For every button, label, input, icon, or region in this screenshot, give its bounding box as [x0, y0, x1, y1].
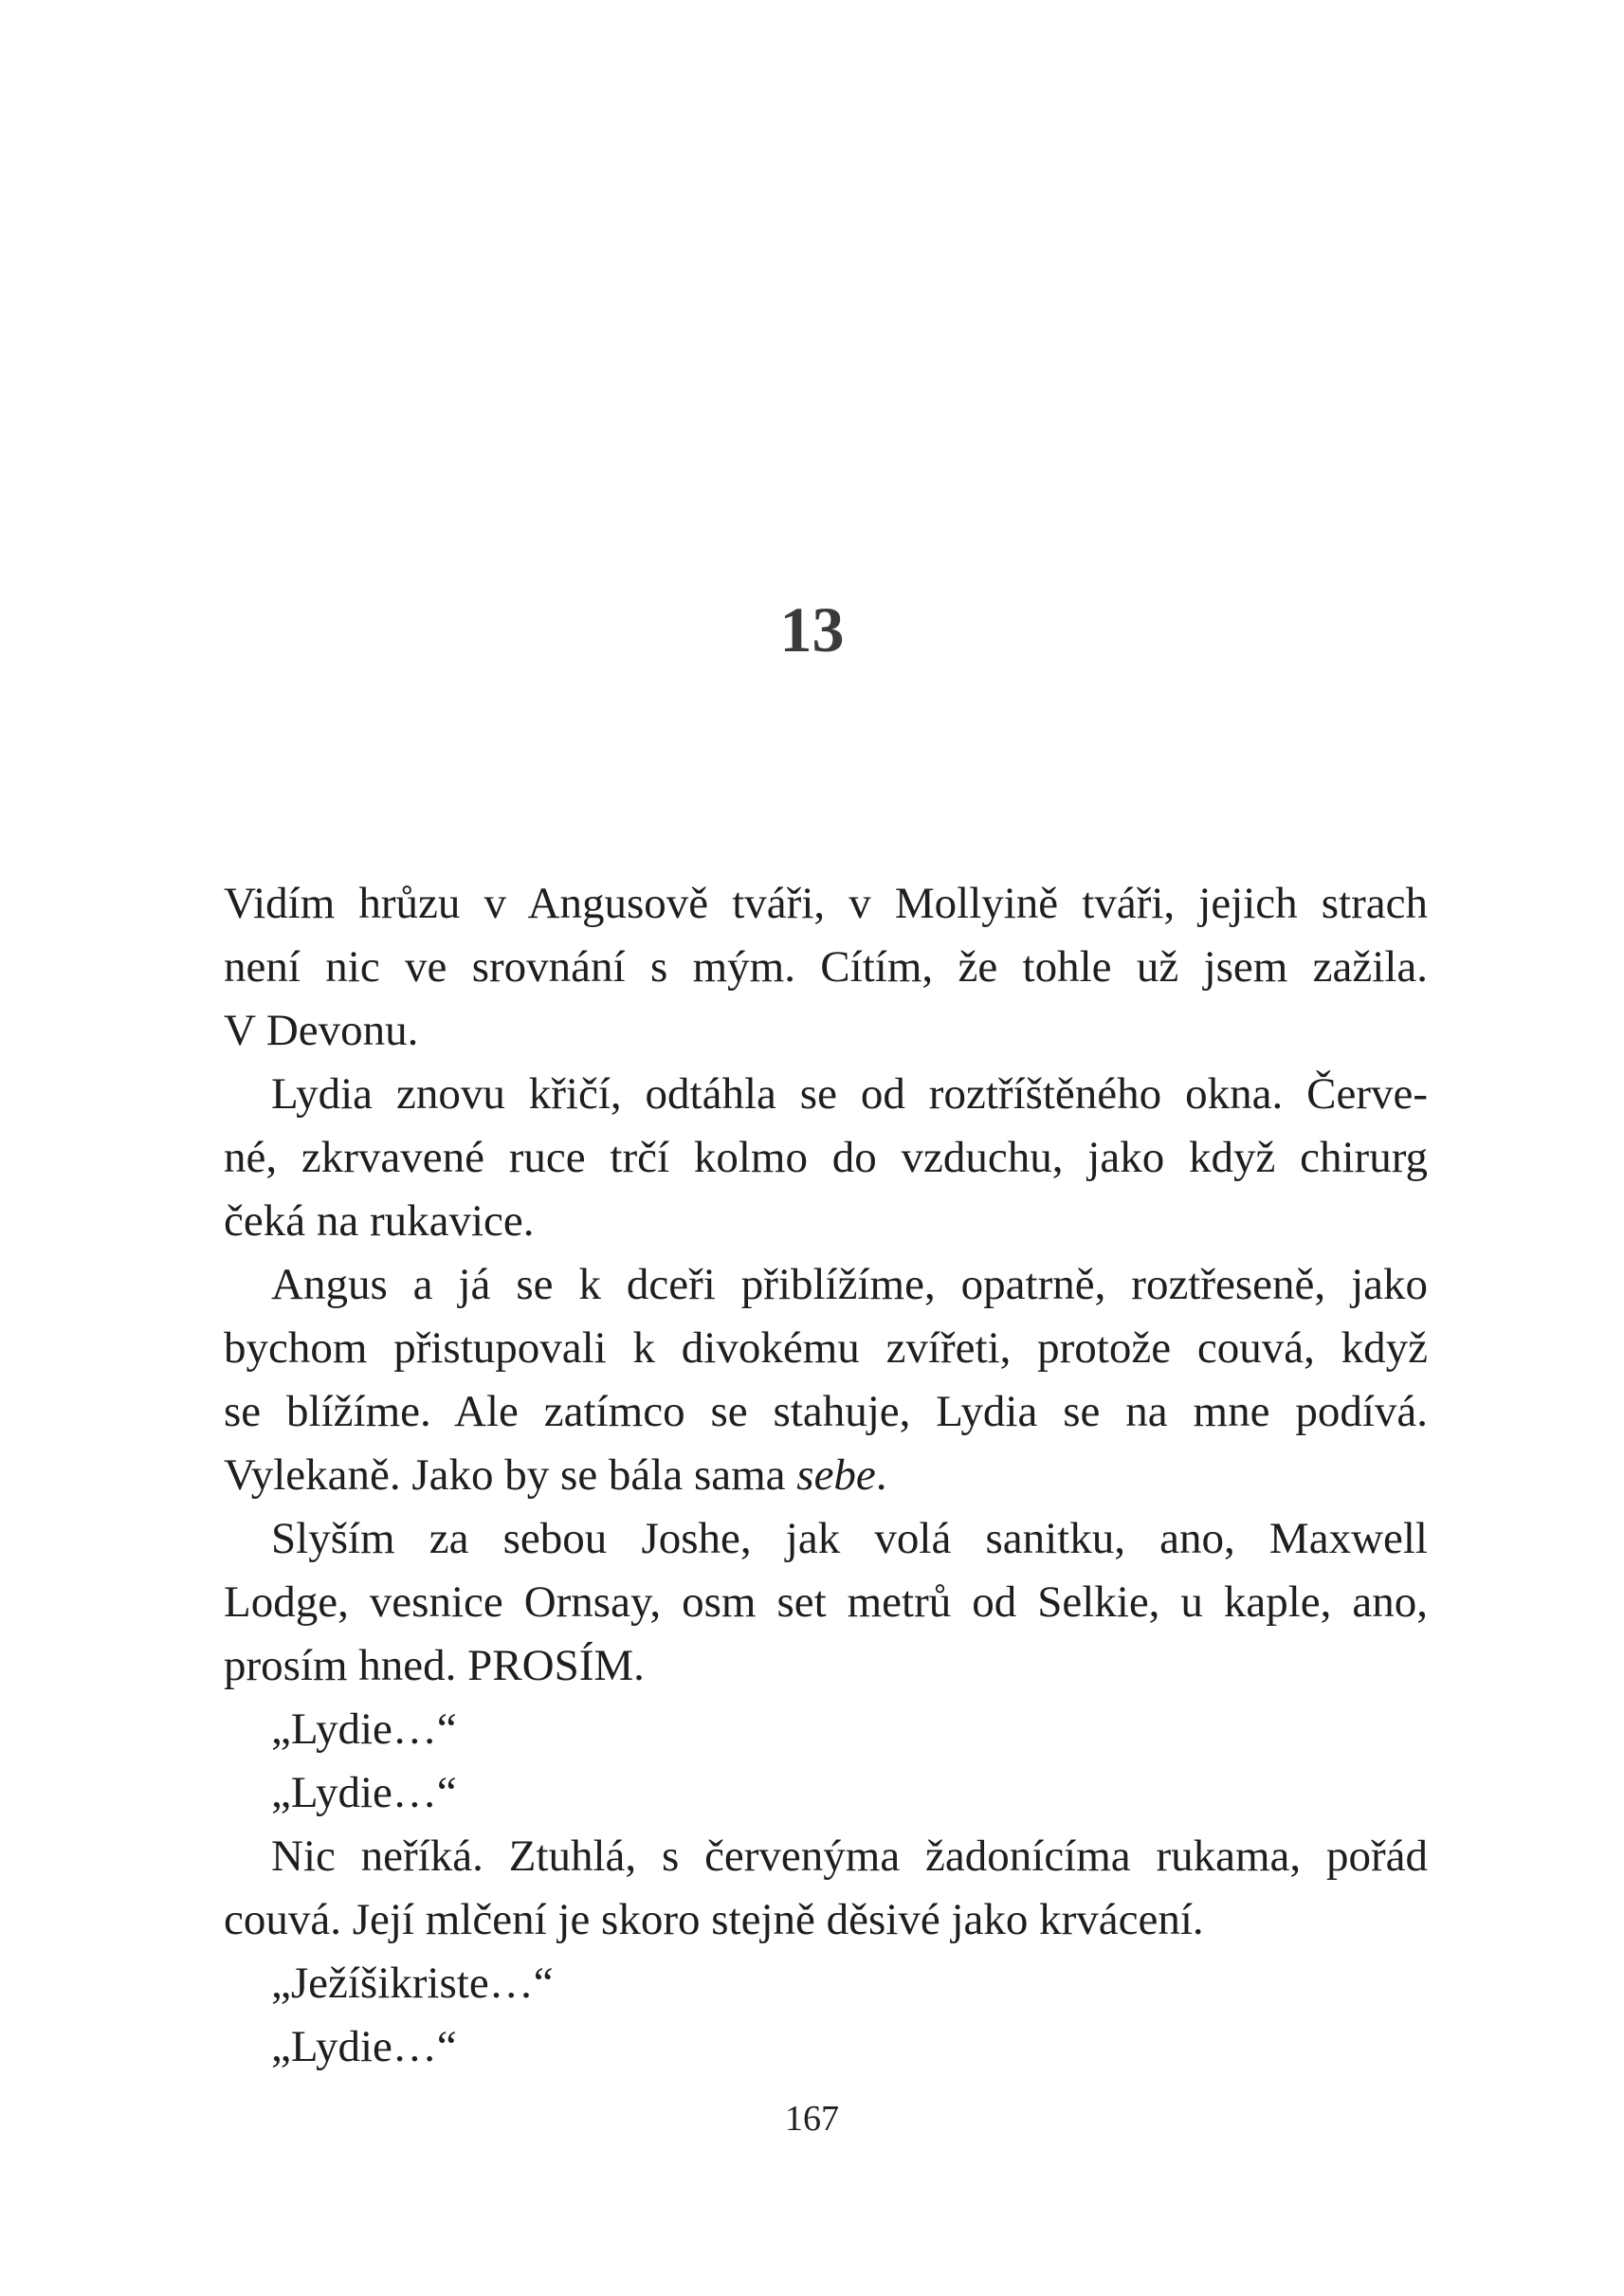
text-line: Lydia znovu křičí, odtáhla se od roztříštěného okna. Červe-: [271, 1069, 1428, 1119]
page-number: 167: [785, 2099, 839, 2139]
dialogue-line: „Lydie…“: [271, 1704, 457, 1754]
text-line: Angus a já se k dceři přiblížíme, opatrně, roztřeseně, jako: [271, 1260, 1428, 1309]
text-segment: Vylekaně. Jako by se bála sama: [224, 1450, 797, 1500]
text-line: Lodge, vesnice Ornsay, osm set metrů od Selkie, u kaple, ano,: [224, 1577, 1428, 1627]
dialogue-line: „Lydie…“: [271, 1768, 457, 1817]
text-line: Vidím hrůzu v Angusově tváři, v Mollyině tváři, jejich strach: [224, 879, 1428, 928]
text-line: bychom přistupovali k divokému zvířeti, protože couvá, když: [224, 1323, 1428, 1373]
text-line: Slyším za sebou Joshe, jak volá sanitku, ano, Maxwell: [271, 1514, 1428, 1563]
text-line: není nic ve srovnání s mým. Cítím, že tohle už jsem zažila.: [224, 942, 1428, 992]
text-segment: .: [875, 1450, 887, 1500]
text-line: [224, 1444, 1428, 1507]
body-text: [224, 872, 1428, 2079]
text-line: Nic neříká. Ztuhlá, s červenýma žadonícíma rukama, pořád: [271, 1831, 1428, 1881]
dialogue-line: „Ježíšikriste…“: [271, 1959, 554, 2008]
text-line: prosím hned. PROSÍM.: [224, 1641, 645, 1690]
text-line: né, zkrvavené ruce trčí kolmo do vzduchu, jako když chirurg: [224, 1133, 1428, 1182]
text-line: čeká na rukavice.: [224, 1196, 535, 1246]
dialogue-line: „Lydie…“: [271, 2022, 457, 2071]
text-line: couvá. Její mlčení je skoro stejně děsivé jako krvácení.: [224, 1895, 1204, 1944]
text-line: V Devonu.: [224, 1006, 419, 1055]
italic-word: sebe: [796, 1450, 876, 1500]
text-line: se blížíme. Ale zatímco se stahuje, Lydia se na mne podívá.: [224, 1387, 1428, 1436]
chapter-number: 13: [779, 593, 845, 665]
